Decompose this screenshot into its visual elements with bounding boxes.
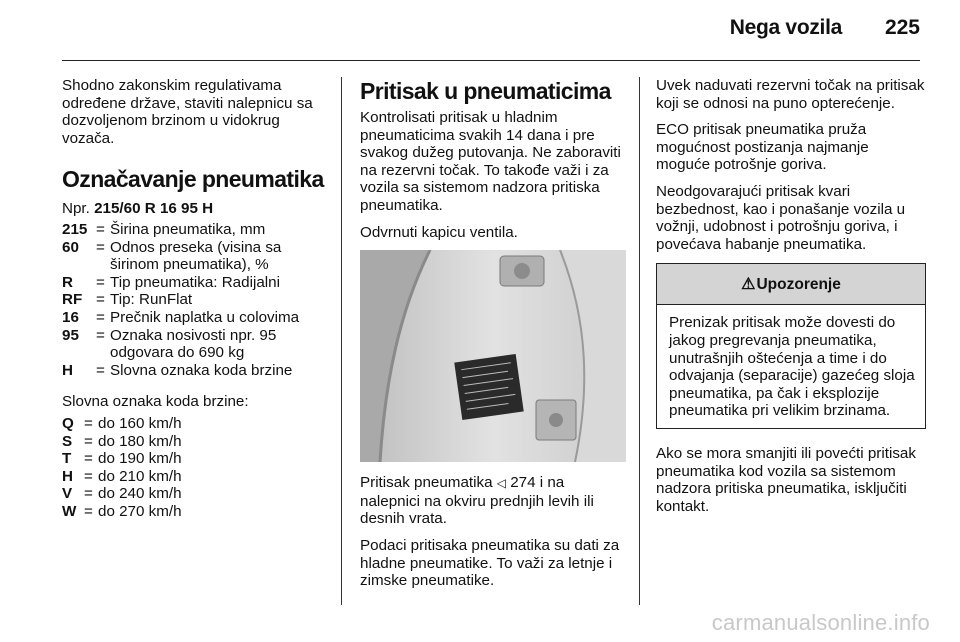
tire-example	[62, 200, 328, 218]
term-desc: Širina pneumatika, mm	[110, 220, 266, 238]
pressure-paragraph-1: Kontrolisati pritisak u hladnim pneumaticima svakih 14 dana i pre svakog dužeg putovanja. Ne zaboraviti na rezervni točak. To takođe važi i za vozila sa sistemom nadzora pritiska pneumatika.	[360, 109, 621, 214]
warning-triangle-icon: ⚠	[741, 275, 756, 293]
example-code: 215/60 R 16 95 H	[94, 200, 214, 218]
term-row	[62, 291, 328, 309]
speed-equals: =	[84, 485, 93, 503]
term-desc: Tip: RunFlat	[110, 291, 193, 309]
tpms-paragraph: Ako se mora smanjiti ili povećti pritisak pneumatika kod vozila sa sistemom nadzora pritiska pneumatika, isključiti kontakt.	[656, 444, 916, 515]
column-2	[360, 77, 626, 599]
speed-key: T	[62, 450, 72, 468]
speed-desc: do 160 km/h	[98, 414, 182, 432]
term-equals: =	[96, 220, 105, 238]
door-frame-illustration	[360, 250, 626, 462]
term-desc: Tip pneumatika: Radijalni	[110, 273, 280, 291]
ref-arrow-icon: ◁	[496, 476, 506, 491]
term-desc: Oznaka nosivosti npr. 95 odgovara do 690 kg	[110, 326, 277, 362]
term-row	[62, 239, 328, 274]
speed-key: V	[62, 485, 73, 503]
speed-equals: =	[84, 414, 93, 432]
speed-desc: do 180 km/h	[98, 432, 182, 450]
term-row	[62, 327, 328, 362]
tire-pressure-heading: Pritisak u pneumaticima	[360, 78, 611, 104]
speed-code-heading: Slovna oznaka koda brzine:	[62, 393, 249, 411]
speed-equals: =	[84, 432, 93, 450]
speed-desc: do 270 km/h	[98, 502, 182, 520]
speed-equals: =	[84, 450, 93, 468]
speed-key: W	[62, 502, 77, 520]
speed-key: S	[62, 432, 73, 450]
term-equals: =	[96, 238, 105, 256]
term-key: R	[62, 273, 73, 291]
pressure-paragraph-4: Podaci pritisaka pneumatika su dati za hladne pneumatike. To važi za letnje i zimske pneumatike.	[360, 536, 620, 590]
term-equals: =	[96, 361, 105, 379]
term-desc: Slovna oznaka koda brzine	[110, 361, 293, 379]
speed-equals: =	[84, 502, 93, 520]
column-divider-1	[341, 77, 342, 605]
term-key: 60	[62, 238, 79, 256]
speed-row	[62, 503, 328, 521]
term-equals: =	[96, 291, 105, 309]
warning-header	[657, 264, 925, 305]
speed-key: H	[62, 467, 73, 485]
term-key: H	[62, 361, 73, 379]
column-divider-2	[639, 77, 640, 605]
term-key: 215	[62, 220, 88, 238]
incorrect-pressure-paragraph: Neodgovarajući pritisak kvari bezbednost, kao i ponašanje vozila u vožnji, udobnost i potrošnju goriva, i povećava habanje pneumatika.	[656, 182, 906, 253]
tire-marking-heading: Označavanje pneumatika	[62, 166, 324, 193]
term-equals: =	[96, 308, 105, 326]
term-desc: Odnos preseka (visina sa širinom pneumatika), %	[110, 238, 282, 274]
door-frame-label-photo	[360, 250, 626, 462]
speed-desc: do 190 km/h	[98, 450, 182, 468]
header-rule	[62, 60, 920, 61]
column-3	[656, 77, 926, 524]
pressure-ref-text: Pritisak pneumatika	[360, 474, 497, 492]
pressure-paragraph-3	[360, 474, 626, 528]
term-key: 16	[62, 308, 79, 326]
term-row	[62, 221, 328, 239]
warning-box	[656, 263, 926, 429]
header-title: Nega vozila	[729, 16, 842, 39]
term-desc: Prečnik naplatka u colovima	[110, 308, 300, 326]
speed-desc: do 210 km/h	[98, 467, 182, 485]
term-equals: =	[96, 326, 105, 344]
speed-row	[62, 468, 328, 486]
term-row	[62, 362, 328, 380]
example-prefix: Npr.	[62, 200, 95, 218]
speed-row	[62, 433, 328, 451]
term-row	[62, 309, 328, 327]
tire-terms-list	[62, 221, 328, 379]
pressure-paragraph-2: Odvrnuti kapicu ventila.	[360, 223, 518, 241]
speed-row	[62, 485, 328, 503]
eco-pressure-paragraph: ECO pritisak pneumatika pruža mogućnost postizanja najmanje moguće potrošnje goriva.	[656, 121, 869, 174]
speed-equals: =	[84, 467, 93, 485]
speed-code-list	[62, 415, 328, 521]
term-key: 95	[62, 326, 79, 344]
watermark: carmanualsonline.info	[711, 610, 930, 635]
term-row	[62, 274, 328, 292]
speed-row	[62, 450, 328, 468]
term-key: RF	[62, 291, 83, 309]
warning-body: Prenizak pritisak može dovesti do jakog pregrevanja pneumatika, unutrašnjih oštećenja a time i do odvajanja (separacije) gazećeg sloja pneumatika, pa čak i eksplozije pneumatika pri velikim brzinama.	[669, 314, 915, 420]
page-number: 225	[884, 16, 920, 39]
speed-row	[62, 415, 328, 433]
column-1	[62, 77, 328, 534]
page-header	[0, 0, 960, 62]
warning-title: Upozorenje	[756, 275, 841, 293]
intro-paragraph: Shodno zakonskim regulativama određene države, staviti nalepnicu sa dozvoljenom brzinom u vidokrug vozača.	[62, 77, 313, 147]
pressure-ref-page: 274 i na nalepnici na okviru prednjih levih ili desnih vrata.	[360, 474, 594, 528]
spare-tire-paragraph: Uvek naduvati rezervni točak na pritisak koji se odnosi na puno opterećenje.	[656, 77, 925, 112]
speed-desc: do 240 km/h	[98, 485, 182, 503]
term-equals: =	[96, 273, 105, 291]
speed-key: Q	[62, 414, 74, 432]
